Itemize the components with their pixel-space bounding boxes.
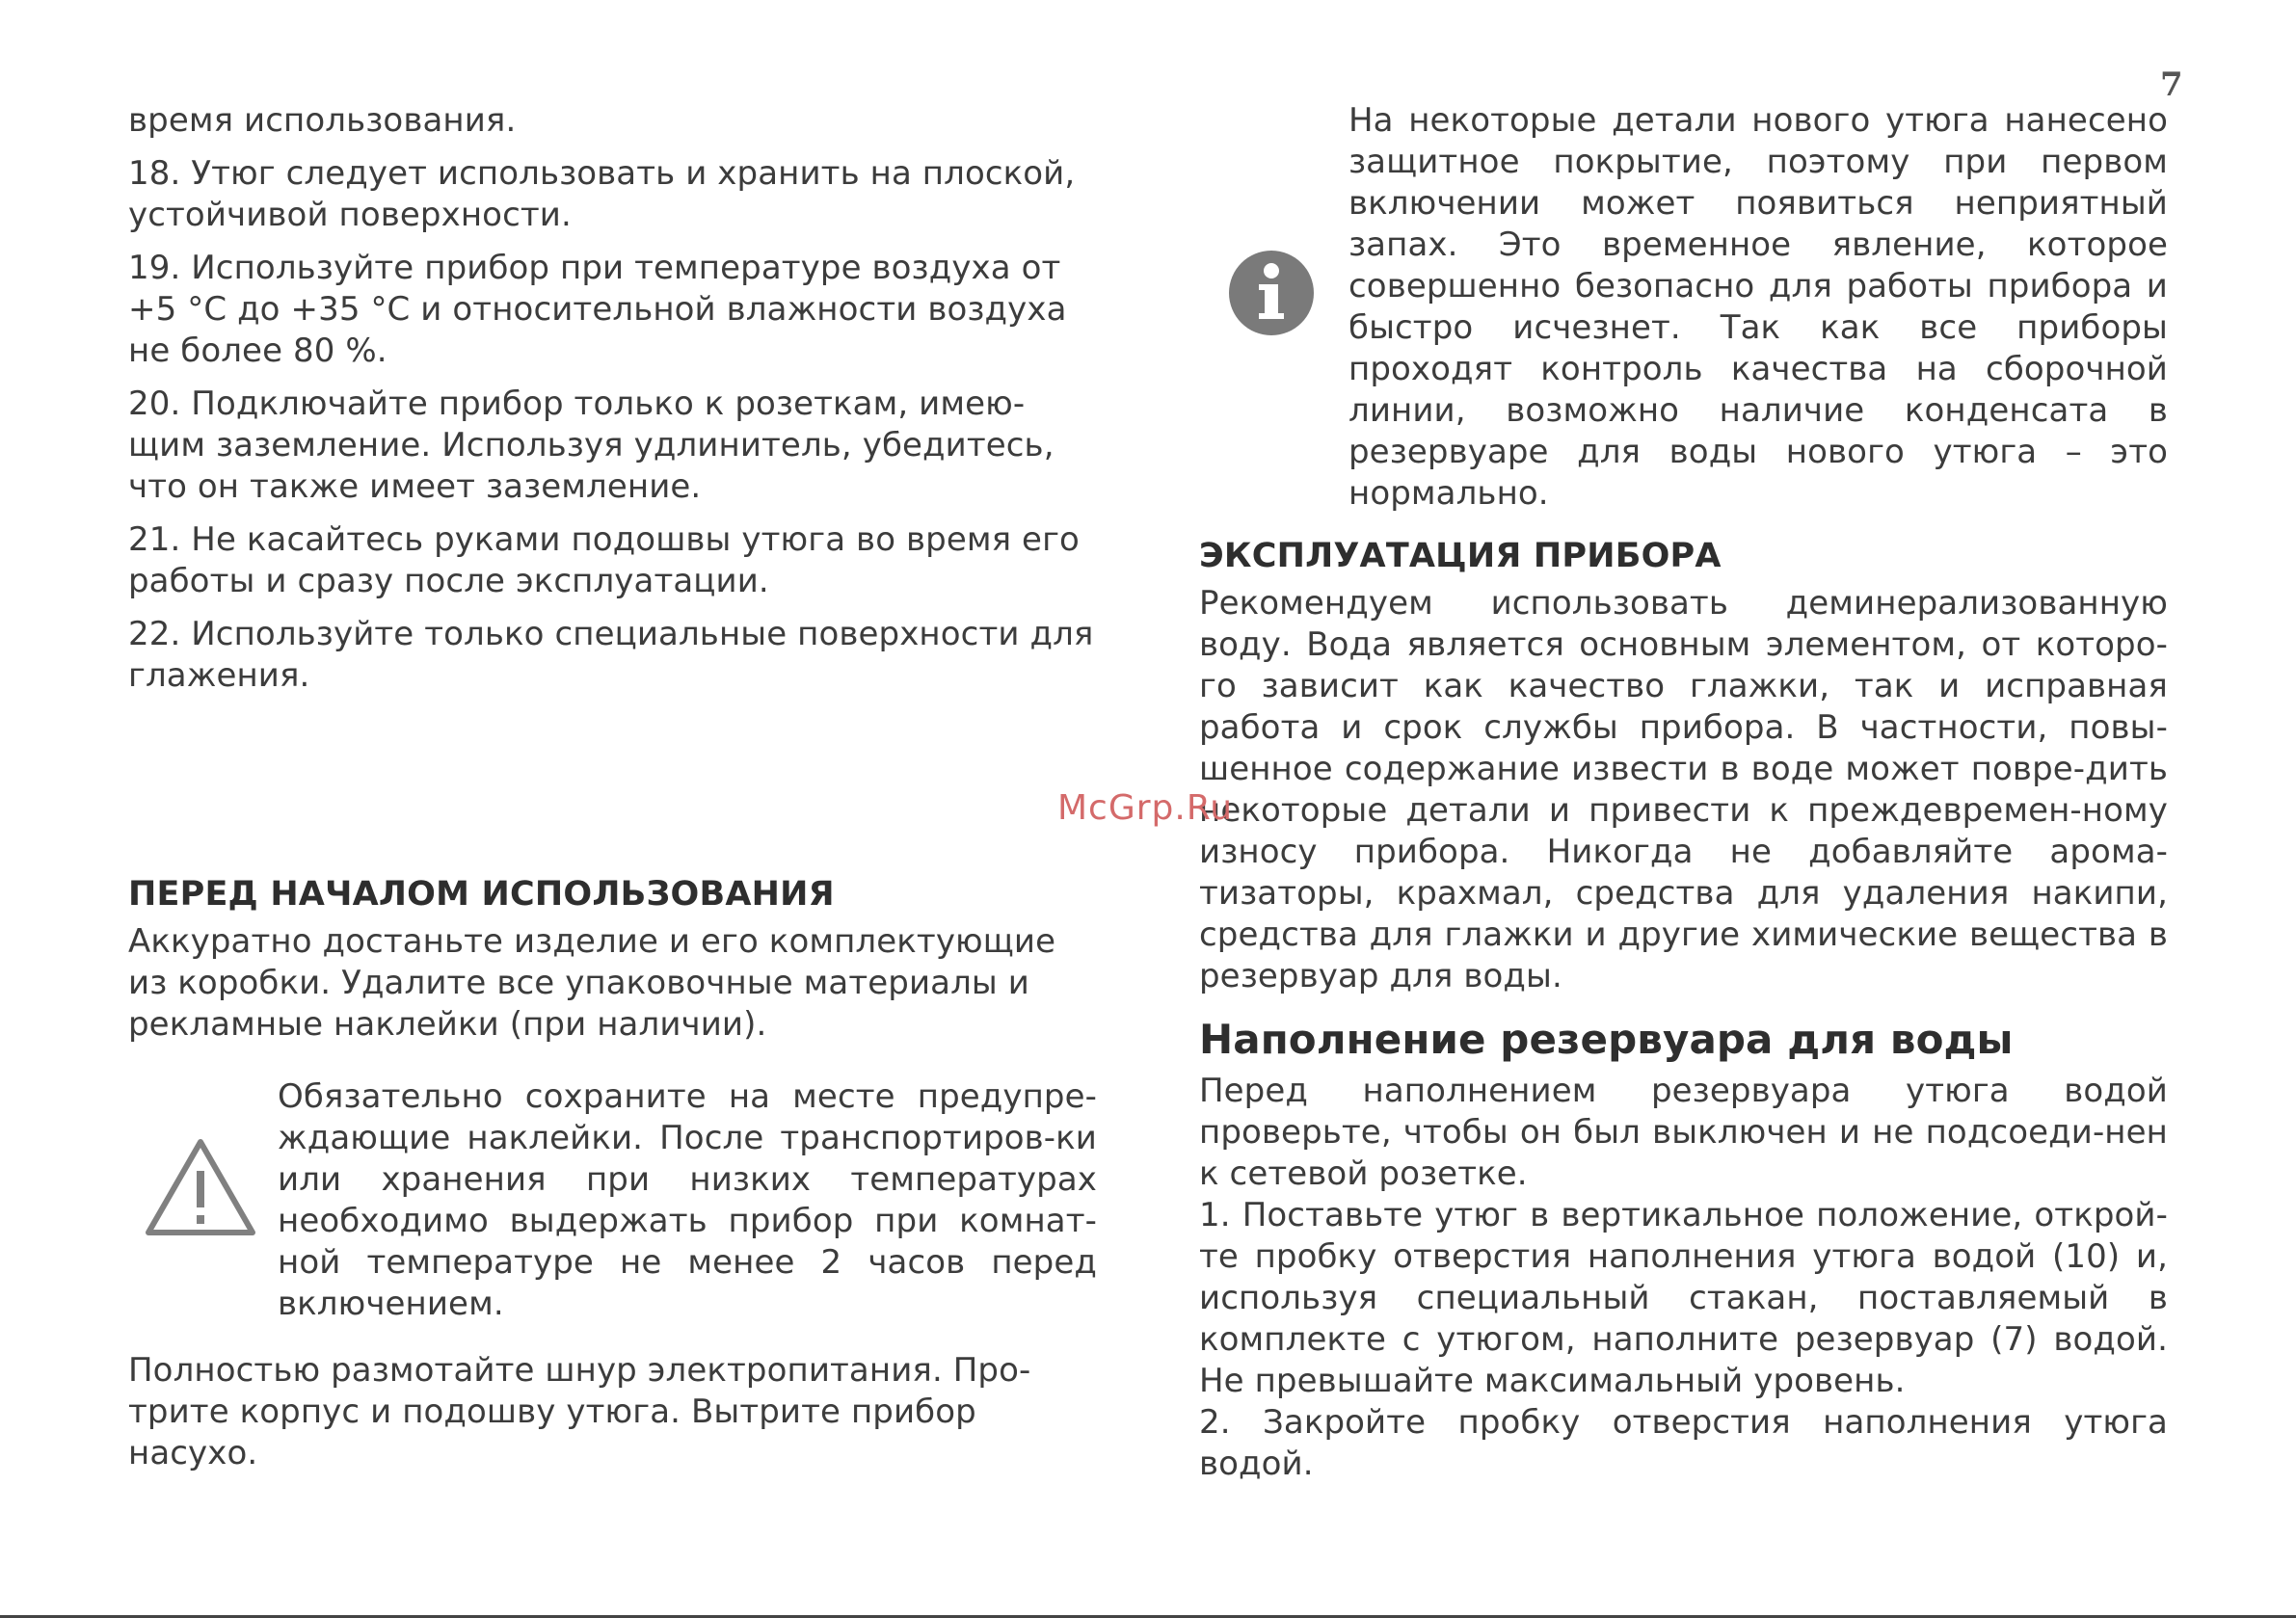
list-item: 22. Используйте только специальные поверхности для глажения. bbox=[128, 615, 1094, 695]
warning-icon bbox=[143, 1134, 258, 1240]
right-column bbox=[1199, 100, 2168, 1497]
step-item: 2. Закройте пробку отверстия наполнения утюга водой. bbox=[1199, 1403, 2168, 1483]
operation-text: Рекомендуем использовать деминерализованную воду. Вода является основным элементом, от которо-го зависит как качество глажки, так и исправная работа и срок службы прибора. В частности, повы-шенное содержание извести в воде может повре-дить некоторые детали и привести к преждевремен-ному износу прибора. Никогда не добавляйте арома-тизаторы, крахмал, средства для удаления накипи, средства для глажки и другие химические вещества в резервуар для воды. bbox=[1199, 584, 2168, 995]
subheading-fill-tank: Наполнение резервуара для воды bbox=[1199, 1016, 2014, 1063]
list-item: 18. Утюг следует использовать и хранить на плоской, устойчивой поверхности. bbox=[128, 154, 1076, 234]
section-heading-operation: ЭКСПЛУАТАЦИЯ ПРИБОРА bbox=[1199, 537, 1722, 575]
page-number: 7 bbox=[2160, 66, 2183, 104]
step-item: 1. Поставьте утюг в вертикальное положение, открой-те пробку отверстия наполнения утюга водой (10) и, используя специальный стакан, поставляемый в комплекте с утюгом, наполните резервуар (7) водой. Не превышайте максимальный уровень. bbox=[1199, 1196, 2168, 1400]
info-icon bbox=[1228, 250, 1315, 336]
section-intro: Аккуратно достаньте изделие и его комплектующие из коробки. Удалите все упаковочные материалы и рекламные наклейки (при наличии). bbox=[128, 922, 1056, 1044]
info-note bbox=[1199, 100, 2168, 515]
list-item: 19. Используйте прибор при температуре воздуха от +5 °С до +35 °С и относительной влажности воздуха не более 80 %. bbox=[128, 249, 1067, 370]
left-column bbox=[128, 100, 1097, 1486]
section-outro: Полностью размотайте шнур электропитания. Про-трите корпус и подошву утюга. Вытрите прибор насухо. bbox=[128, 1351, 1031, 1472]
section-heading-before-use: ПЕРЕД НАЧАЛОМ ИСПОЛЬЗОВАНИЯ bbox=[128, 875, 835, 914]
info-note-text: На некоторые детали нового утюга нанесено защитное покрытие, поэтому при первом включении может появиться неприятный запах. Это временное явление, которое совершенно безопасно для работы прибора и быстро исчезнет. Так как все приборы проходят контроль качества на сборочной линии, возможно наличие конденсата в резервуаре для воды нового утюга – это нормально. bbox=[1348, 101, 2168, 513]
watermark: McGrp.Ru bbox=[1057, 788, 1234, 828]
warning-note bbox=[128, 1076, 1097, 1325]
warning-note-text: Обязательно сохраните на месте предупре-ждающие наклейки. После транспортиров-ки или хранения при низких температурах необходимо выдержать прибор при комнат-ной температуре не менее 2 часов перед включением. bbox=[278, 1077, 1097, 1323]
fill-intro: Перед наполнением резервуара утюга водой проверьте, чтобы он был выключен и не подсоеди-нен к сетевой розетке. bbox=[1199, 1072, 2168, 1193]
continuation-text: время использования. bbox=[128, 101, 517, 140]
list-item: 21. Не касайтесь руками подошвы утюга во время его работы и сразу после эксплуатации. bbox=[128, 520, 1080, 600]
list-item: 20. Подключайте прибор только к розеткам, имею-щим заземление. Используя удлинитель, убедитесь, что он также имеет заземление. bbox=[128, 385, 1055, 506]
